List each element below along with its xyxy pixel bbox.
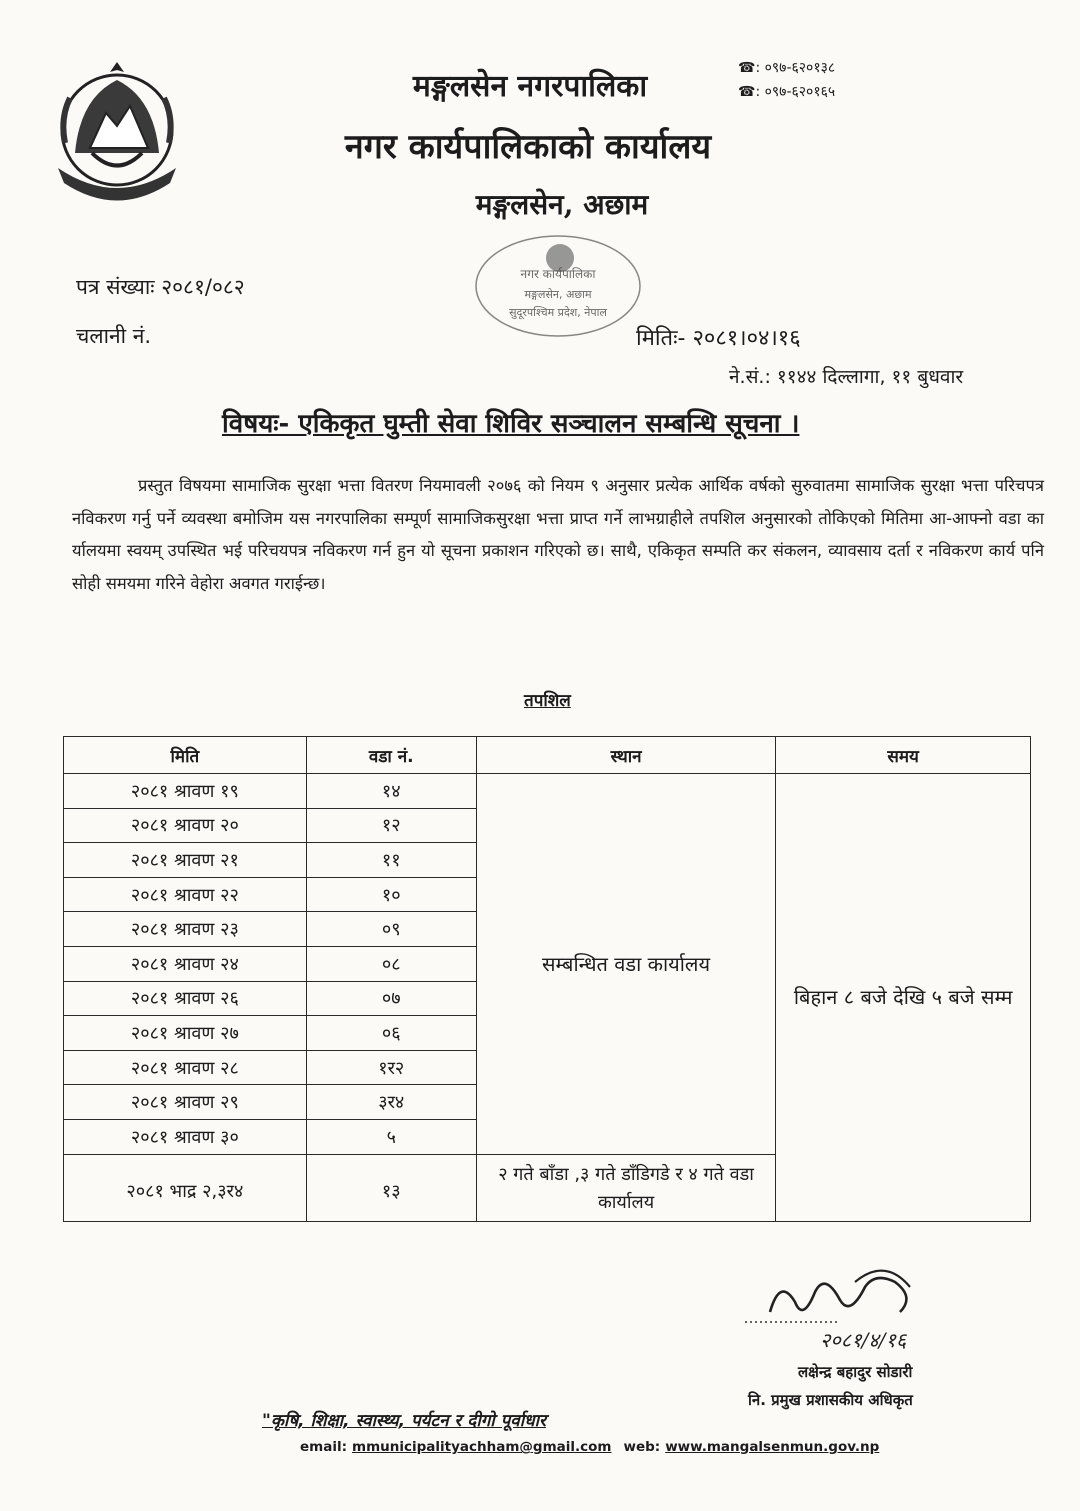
date-cell: २०८१ श्रावण २८ — [64, 1050, 307, 1085]
schedule-heading: तपशिल — [524, 691, 571, 711]
office-name: नगर कार्यपालिकाको कार्यालय — [344, 127, 712, 167]
office-location: मङ्गलसेन, अछाम — [475, 188, 649, 221]
phone-number-1: ☎: ०९७-६२०१३८ — [738, 60, 836, 76]
office-stamp-icon — [468, 228, 648, 348]
schedule-table — [63, 736, 1031, 1222]
ward-cell: ०९ — [306, 912, 476, 947]
ward-cell: ५ — [306, 1119, 476, 1154]
date-cell: २०८१ श्रावण २२ — [64, 877, 307, 912]
date-cell: २०८१ श्रावण २९ — [64, 1085, 307, 1120]
time-cell: बिहान ८ बजे देखि ५ बजे सम्म — [776, 774, 1031, 1222]
date-cell: २०८१ श्रावण २३ — [64, 912, 307, 947]
ward-cell: १३ — [306, 1154, 476, 1221]
place-cell: सम्बन्धित वडा कार्यालय — [476, 774, 776, 1155]
date-cell: २०८१ श्रावण २७ — [64, 1016, 307, 1051]
handwritten-signature-icon — [725, 1262, 985, 1372]
email-link[interactable]: mmunicipalityachham@gmail.com — [352, 1439, 612, 1455]
ward-cell: ०७ — [306, 981, 476, 1016]
footer-contact — [300, 1439, 879, 1455]
municipality-name: मङ्गलसेन नगरपालिका — [412, 69, 648, 104]
signatory-name: लक्षेन्द्र बहादुर सोडारी — [798, 1363, 913, 1381]
table-row — [64, 774, 1031, 809]
date-cell: २०८१ भाद्र २,३र४ — [64, 1154, 307, 1221]
date-cell: २०८१ श्रावण १९ — [64, 774, 307, 809]
body-paragraph — [72, 470, 1044, 600]
ward-cell: १र२ — [306, 1050, 476, 1085]
svg-text:मङ्गलसेन, अछाम: मङ्गलसेन, अछाम — [524, 288, 592, 301]
letter-date: मितिः- २०८१।०४।१६ — [636, 326, 801, 351]
website-link[interactable]: www.mangalsenmun.gov.np — [665, 1439, 880, 1455]
ward-cell: १२ — [306, 808, 476, 843]
ward-cell: ०६ — [306, 1016, 476, 1051]
signatory-title: नि. प्रमुख प्रशासकीय अधिकृत — [748, 1391, 913, 1409]
column-header-time: समय — [776, 737, 1031, 774]
date-cell: २०८१ श्रावण ३० — [64, 1119, 307, 1154]
signature-date: २०८१/४/१६ — [820, 1328, 907, 1352]
ward-cell: ०८ — [306, 946, 476, 981]
ward-cell: १४ — [306, 774, 476, 809]
date-cell: २०८१ श्रावण २६ — [64, 981, 307, 1016]
svg-text:सुदूरपश्चिम प्रदेश, नेपाल: सुदूरपश्चिम प्रदेश, नेपाल — [509, 306, 607, 319]
subject-line: विषयः- एकिकृत घुम्ती सेवा शिविर सञ्चालन सम्बन्धि सूचना । — [222, 409, 800, 439]
column-header-date: मिति — [64, 737, 307, 774]
body-text: प्रस्तुत विषयमा सामाजिक सुरक्षा भत्ता वितरण नियमावली २०७६ को नियम ९ अनुसार प्रत्येक आर्थिक वर्षको सुरुवातमा सामाजिक सुरक्षा भत्ता परिचपत्र नविकरण गर्नु पर्ने व्यवस्था बमोजिम यस नगरपालिका सम्पूर्ण सामाजिकसुरक्षा भत्ता प्राप्त गर्ने लाभग्राहीले तपशिल अनुसारको तोकिएको मितिमा आ-आफ्नो वडा का र्यालयमा स्वयम् उपस्थित भई परिचयपत्र नविकरण गर्न हुन यो सूचना प्रकाशन गरिएको छ। साथै, एकिकृत सम्पति कर संकलन, व्यावसाय दर्ता र नविकरण कार्य पनि सोही समयमा गरिने वेहोरा अवगत गराईन्छ। — [72, 476, 1044, 593]
letter-number: पत्र संख्याः २०८१/०८२ — [76, 275, 245, 299]
ward-cell: ३र४ — [306, 1085, 476, 1120]
date-cell: २०८१ श्रावण २४ — [64, 946, 307, 981]
place-cell: २ गते बाँडा ,३ गते डाँडिगडे र ४ गते वडा कार्यालय — [476, 1154, 776, 1221]
column-header-ward: वडा नं. — [306, 737, 476, 774]
dispatch-number: चलानी नं. — [76, 324, 152, 348]
date-cell: २०८१ श्रावण २० — [64, 808, 307, 843]
web-label: web: — [623, 1439, 661, 1455]
svg-text:नगर कार्यपालिका: नगर कार्यपालिका — [520, 267, 596, 281]
nepal-sambat-date: ने.सं.: ११४४ दिल्लागा, ११ बुधवार — [729, 366, 964, 388]
table-header-row — [64, 737, 1031, 774]
footer-slogan: "कृषि, शिक्षा, स्वास्थ्य, पर्यटन र दीगो पूर्वाधार — [262, 1411, 546, 1431]
column-header-place: स्थान — [476, 737, 776, 774]
email-label: email: — [300, 1439, 347, 1455]
date-cell: २०८१ श्रावण २१ — [64, 843, 307, 878]
phone-number-2: ☎: ०९७-६२०१६५ — [738, 84, 836, 100]
ward-cell: ११ — [306, 843, 476, 878]
ward-cell: १० — [306, 877, 476, 912]
